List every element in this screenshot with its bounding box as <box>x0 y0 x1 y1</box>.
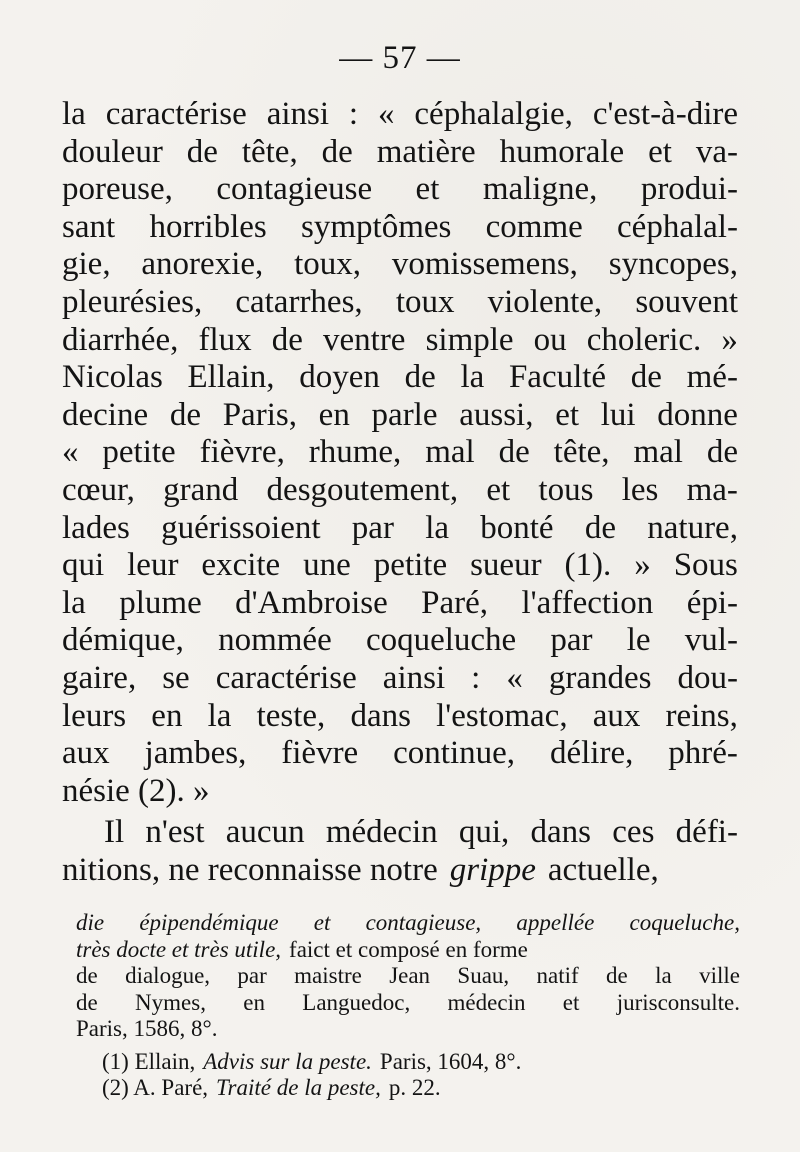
text-line: aux jambes, fièvre continue, délire, phré- <box>62 735 738 772</box>
paragraph-2-line-1: Il n'est aucun médecin qui, dans ces défi- <box>104 814 738 851</box>
text-line: qui leur excite une petite sueur (1). » Sous <box>62 547 738 584</box>
text-line: la caractérise ainsi : « céphalalgie, c'est-à-dire <box>62 96 738 132</box>
footnote-line: de Nymes, en Languedoc, médecin et jurisconsulte. <box>76 989 740 1015</box>
page-number: — 57 — <box>339 40 461 76</box>
text-line: la plume d'Ambroise Paré, l'affection épi- <box>62 584 738 621</box>
text-line: pleurésies, catarrhes, toux violente, souvent <box>62 283 738 320</box>
footnote-line: die épipendémique et contagieuse, appellée coqueluche, <box>76 910 740 935</box>
text-segment: actuelle, <box>547 851 659 888</box>
text-line: leurs en la teste, dans l'estomac, aux reins, <box>62 697 738 734</box>
text-line: lades guérissoient par la bonté de nature, <box>62 509 738 546</box>
footnote-marker: (2) A. Paré, <box>102 1075 209 1100</box>
text-line: gie, anorexie, toux, vomissemens, syncopes, <box>62 246 738 283</box>
italic-word: grippe <box>449 851 536 888</box>
text-line: gaire, se caractérise ainsi : « grandes dou- <box>62 659 738 696</box>
footnote-text: faict et composé en forme <box>289 936 528 962</box>
text-line: douleur de tête, de matière humorale et va- <box>62 133 738 170</box>
text-line: Nicolas Ellain, doyen de la Faculté de mé- <box>62 359 738 396</box>
text-line: decine de Paris, en parle aussi, et lui donne <box>62 396 738 433</box>
footnote-1 <box>76 1049 740 1076</box>
text-line: cœur, grand desgoutement, et tous les ma- <box>62 471 738 508</box>
text-line: poreuse, contagieuse et maligne, produi- <box>62 171 738 208</box>
footnotes <box>76 910 740 1102</box>
footnote-rest: Paris, 1604, 8°. <box>379 1048 522 1074</box>
footnote-2 <box>76 1075 740 1102</box>
footnote-italic: très docte et très utile, <box>76 936 282 962</box>
body-text <box>62 96 738 889</box>
text-segment: nitions, ne reconnaisse notre <box>62 851 438 888</box>
footnote-line: Paris, 1586, 8°. <box>76 1016 218 1041</box>
footnote-line: de dialogue, par maistre Jean Suau, natif de la ville <box>76 963 740 988</box>
footnote-line <box>76 937 740 964</box>
footnote-rest: p. 22. <box>388 1075 441 1100</box>
text-line: diarrhée, flux de ventre simple ou choleric. » <box>62 321 738 358</box>
text-line: démique, nommée coqueluche par le vul- <box>62 622 738 659</box>
footnote-marker: (1) Ellain, <box>102 1048 196 1074</box>
footnote-title: Advis sur la peste. <box>203 1048 372 1074</box>
paragraph-2-line-2 <box>62 852 738 890</box>
text-line: sant horribles symptômes comme céphalal- <box>62 208 738 245</box>
footnote-title: Traité de la peste, <box>216 1075 381 1100</box>
text-line: « petite fièvre, rhume, mal de tête, mal de <box>62 434 738 471</box>
text-line: nésie (2). » <box>62 772 210 809</box>
